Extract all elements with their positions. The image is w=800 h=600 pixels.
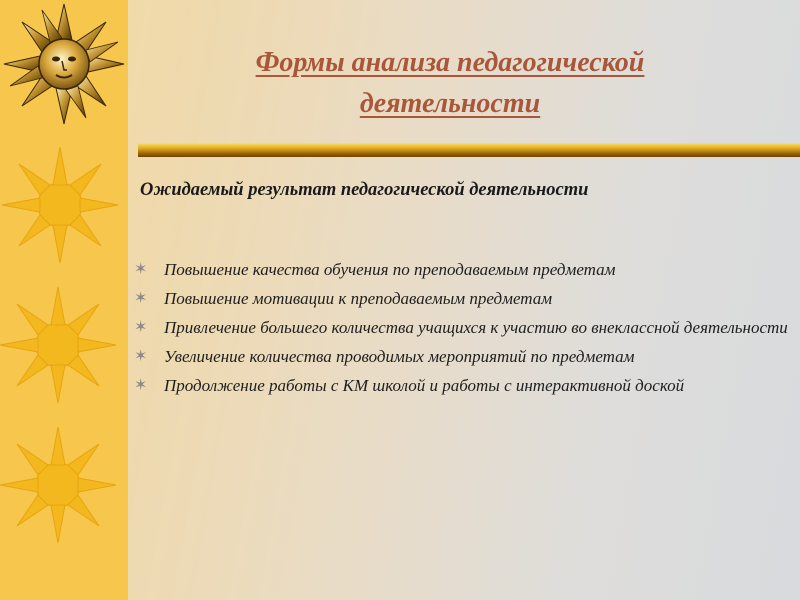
star-bullet-icon: ✶ bbox=[134, 261, 148, 278]
sun-icon bbox=[0, 287, 116, 403]
slide-title: Формы анализа педагогической деятельности bbox=[255, 47, 645, 119]
bullet-text: Повышение качества обучения по преподаваемым предметам bbox=[164, 260, 616, 279]
gold-divider-bar bbox=[138, 143, 800, 157]
bullet-list bbox=[134, 259, 794, 404]
bullet-text: Увеличение количества проводимых мероприятий по предметам bbox=[164, 347, 635, 366]
star-bullet-icon: ✶ bbox=[134, 348, 148, 365]
golden-sun-face-icon bbox=[4, 4, 124, 124]
sun-icon bbox=[0, 427, 116, 543]
slide-subtitle: Ожидаемый результат педагогической деятельности bbox=[140, 180, 589, 200]
list-item bbox=[134, 288, 794, 310]
bullet-text: Продолжение работы с КМ школой и работы с интерактивной доской bbox=[164, 376, 685, 395]
sun-decorations bbox=[0, 0, 128, 600]
star-bullet-icon: ✶ bbox=[134, 319, 148, 336]
list-item bbox=[134, 346, 794, 368]
star-bullet-icon: ✶ bbox=[134, 290, 148, 307]
list-item bbox=[134, 259, 794, 281]
list-item bbox=[134, 375, 794, 397]
sun-icon bbox=[2, 147, 118, 263]
star-bullet-icon: ✶ bbox=[134, 377, 148, 394]
side-decoration-strip bbox=[0, 0, 128, 600]
list-item bbox=[134, 317, 794, 339]
bullet-text: Повышение мотивации к преподаваемым предметам bbox=[164, 289, 553, 308]
bullet-text: Привлечение большего количества учащихся к участию во внеклассной деятельности bbox=[164, 318, 788, 337]
